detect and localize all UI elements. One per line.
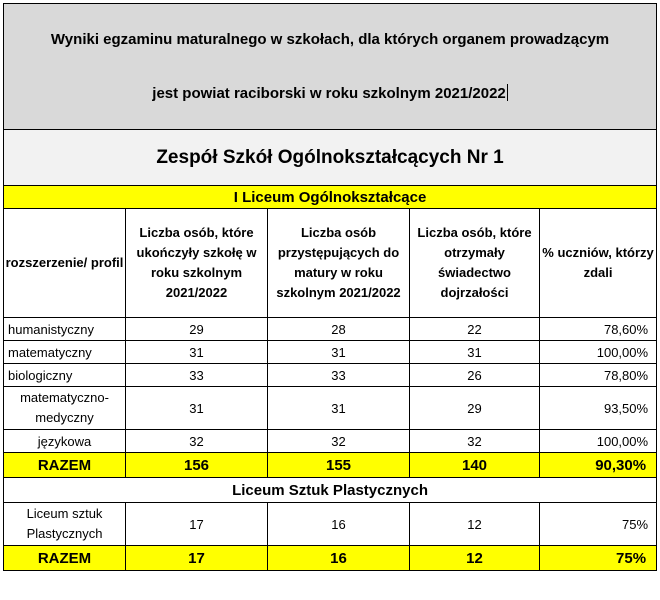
profile-cell[interactable]: biologiczny [4, 364, 126, 387]
pass-pct-cell[interactable]: 78,60% [540, 318, 657, 341]
pass-pct-cell[interactable]: 100,00% [540, 430, 657, 453]
total-row [4, 453, 657, 478]
col-header-pass-pct[interactable] [540, 209, 657, 318]
pass-pct-cell[interactable]: 93,50% [540, 387, 657, 430]
column-header-row [4, 209, 657, 318]
total-label[interactable]: RAZEM [4, 453, 126, 478]
took-exam-cell[interactable]: 28 [268, 318, 410, 341]
col-header-certificate[interactable] [410, 209, 540, 318]
total-took-exam[interactable]: 16 [268, 546, 410, 571]
certificate-cell[interactable]: 12 [410, 503, 540, 546]
total-certificate[interactable]: 12 [410, 546, 540, 571]
col-header-graduated[interactable] [126, 209, 268, 318]
certificate-cell[interactable]: 29 [410, 387, 540, 430]
total-row [4, 546, 657, 571]
total-graduated[interactable]: 156 [126, 453, 268, 478]
table-row [4, 430, 657, 453]
certificate-cell[interactable]: 26 [410, 364, 540, 387]
took-exam-cell[interactable]: 32 [268, 430, 410, 453]
graduated-cell[interactable]: 32 [126, 430, 268, 453]
took-exam-cell[interactable]: 16 [268, 503, 410, 546]
col-header-profile-text: rozszerzenie/ profil [5, 255, 124, 270]
took-exam-cell[interactable]: 31 [268, 341, 410, 364]
col-header-took-exam-text: Liczba osób przystępujących do matury w roku szkolnym 2021/2022 [276, 225, 401, 300]
text-cursor [507, 84, 508, 101]
section-header-liceum-1[interactable]: I Liceum Ogólnokształcące [4, 186, 657, 209]
report-title-line-2 [4, 83, 656, 105]
total-pass-pct[interactable]: 75% [540, 546, 657, 571]
table-row [4, 364, 657, 387]
total-label[interactable]: RAZEM [4, 546, 126, 571]
total-pass-pct[interactable]: 90,30% [540, 453, 657, 478]
certificate-cell[interactable]: 31 [410, 341, 540, 364]
col-header-graduated-text: Liczba osób, które ukończyły szkołę w roku szkolnym 2021/2022 [136, 225, 257, 300]
col-header-profile[interactable] [4, 209, 126, 318]
pass-pct-cell[interactable]: 75% [540, 503, 657, 546]
total-graduated[interactable]: 17 [126, 546, 268, 571]
report-title-line-1: Wyniki egzaminu maturalnego w szkołach, dla których organem prowadzącym [50, 30, 610, 48]
profile-cell[interactable]: humanistyczny [4, 318, 126, 341]
results-table [3, 3, 657, 571]
total-certificate[interactable]: 140 [410, 453, 540, 478]
graduated-cell[interactable]: 31 [126, 341, 268, 364]
table-row [4, 318, 657, 341]
took-exam-cell[interactable]: 31 [268, 387, 410, 430]
table-row [4, 503, 657, 546]
certificate-cell[interactable]: 32 [410, 430, 540, 453]
certificate-cell[interactable]: 22 [410, 318, 540, 341]
profile-cell[interactable]: językowa [4, 430, 126, 453]
graduated-cell[interactable]: 17 [126, 503, 268, 546]
total-took-exam[interactable]: 155 [268, 453, 410, 478]
results-sheet [3, 3, 656, 571]
section-header-liceum-plastyczne[interactable]: Liceum Sztuk Plastycznych [4, 478, 657, 503]
col-header-pass-pct-text: % uczniów, którzy zdali [542, 245, 654, 280]
took-exam-cell[interactable]: 33 [268, 364, 410, 387]
table-row [4, 341, 657, 364]
school-name[interactable]: Zespół Szkół Ogólnokształcących Nr 1 [4, 130, 657, 186]
pass-pct-cell[interactable]: 100,00% [540, 341, 657, 364]
profile-cell[interactable]: Liceum sztuk Plastycznych [4, 503, 126, 546]
table-row [4, 387, 657, 430]
report-title[interactable] [4, 4, 657, 130]
col-header-certificate-text: Liczba osób, które otrzymały świadectwo dojrzałości [417, 225, 532, 300]
profile-cell[interactable]: matematyczny [4, 341, 126, 364]
col-header-took-exam[interactable] [268, 209, 410, 318]
profile-cell[interactable]: matematyczno-medyczny [4, 387, 126, 430]
report-title-line-2-text: jest powiat raciborski w roku szkolnym 2021/2022 [152, 84, 506, 102]
graduated-cell[interactable]: 29 [126, 318, 268, 341]
pass-pct-cell[interactable]: 78,80% [540, 364, 657, 387]
graduated-cell[interactable]: 33 [126, 364, 268, 387]
graduated-cell[interactable]: 31 [126, 387, 268, 430]
